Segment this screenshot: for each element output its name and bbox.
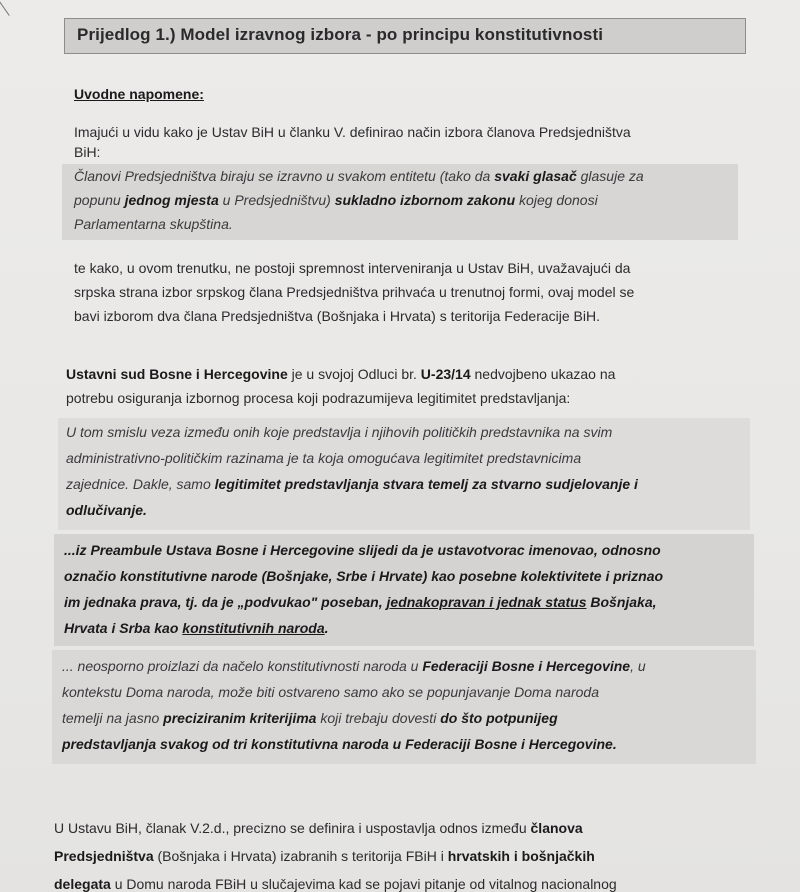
quote-4-line-1: ... neosporno proizlazi da načelo konstitutivnosti naroda u Federaciji Bosne i Hercegovine, u — [62, 658, 646, 674]
quote-2-line-2: administrativno-političkim razinama je ta koja omogućava legitimitet predstavnicima — [66, 450, 582, 466]
quote-4-line-3: temelji na jasno preciziranim kriterijima koji trebaju dovesti do što potpunijeg — [62, 710, 558, 726]
paragraph-4-line-3: delegata u Domu naroda FBiH u slučajevima kad se pojavi pitanje od vitalnog nacionalnog — [54, 876, 617, 892]
quote-3-line-3: im jednaka prava, tj. da je „podvukao" poseban, jednakopravan i jednak status Bošnjaka, — [64, 594, 657, 610]
quote-1-line-2: popunu jednog mjesta u Predsjedništvu) sukladno izbornom zakonu kojeg donosi — [74, 192, 598, 208]
quote-3-line-4: Hrvata i Srba kao konstitutivnih naroda. — [64, 620, 329, 636]
paragraph-2-line-3: bavi izborom dva člana Predsjedništva (Bošnjaka i Hrvata) s teritorija Federacije BiH. — [74, 308, 600, 324]
paragraph-3-line-1: Ustavni sud Bosne i Hercegovine je u svojoj Odluci br. U-23/14 nedvojbeno ukazao na — [66, 366, 616, 382]
document-title: Prijedlog 1.) Model izravnog izbora - po principu konstitutivnosti — [77, 25, 604, 44]
title-box — [64, 18, 746, 54]
paragraph-2-line-2: srpska strana izbor srpskog člana Predsjedništva prihvaća u trenutnoj formi, ovaj model se — [74, 284, 635, 300]
intro-heading: Uvodne napomene: — [74, 86, 204, 102]
paragraph-2-line-1: te kako, u ovom trenutku, ne postoji spremnost interveniranja u Ustav BiH, uvažavajući da — [74, 260, 631, 276]
paragraph-3-line-2: potrebu osiguranja izbornog procesa koji podrazumijeva legitimitet predstavljanja: — [66, 390, 571, 406]
paragraph-4-line-1: U Ustavu BiH, članak V.2.d., precizno se definira i uspostavlja odnos između članova — [54, 820, 583, 836]
quote-4-line-2: kontekstu Doma naroda, može biti ostvareno samo ako se popunjavanje Doma naroda — [62, 684, 599, 700]
quote-4-line-4: predstavljanja svakog od tri konstitutivna naroda u Federaciji Bosne i Hercegovine. — [62, 736, 617, 752]
paragraph-1-line-2: BiH: — [74, 144, 101, 160]
quote-2-line-4: odlučivanje. — [66, 502, 147, 518]
paragraph-1-line-1: Imajući u vidu kako je Ustav BiH u članku V. definirao način izbora članova Predsjedništva — [74, 124, 631, 140]
quote-3-line-1: ...iz Preambule Ustava Bosne i Hercegovine slijedi da je ustavotvorac imenovao, odnosno — [64, 542, 661, 558]
quote-1-line-3: Parlamentarna skupština. — [74, 216, 233, 232]
quote-2-line-1: U tom smislu veza između onih koje predstavlja i njihovih političkih predstavnika na svim — [66, 424, 613, 440]
paragraph-4-line-2: Predsjedništva (Bošnjaka i Hrvata) izabranih s teritorija FBiH i hrvatskih i bošnjačkih — [54, 848, 595, 864]
quote-2-line-3: zajednice. Dakle, samo legitimitet predstavljanja stvara temelj za stvarno sudjelovanje i — [66, 476, 638, 492]
page-corner-mark — [0, 0, 24, 16]
quote-1-line-1: Članovi Predsjedništva biraju se izravno u svakom entitetu (tako da svaki glasač glasuje za — [74, 168, 644, 184]
quote-3-line-2: označio konstitutivne narode (Bošnjake, Srbe i Hrvate) kao posebne kolektivitete i priznao — [64, 568, 664, 584]
